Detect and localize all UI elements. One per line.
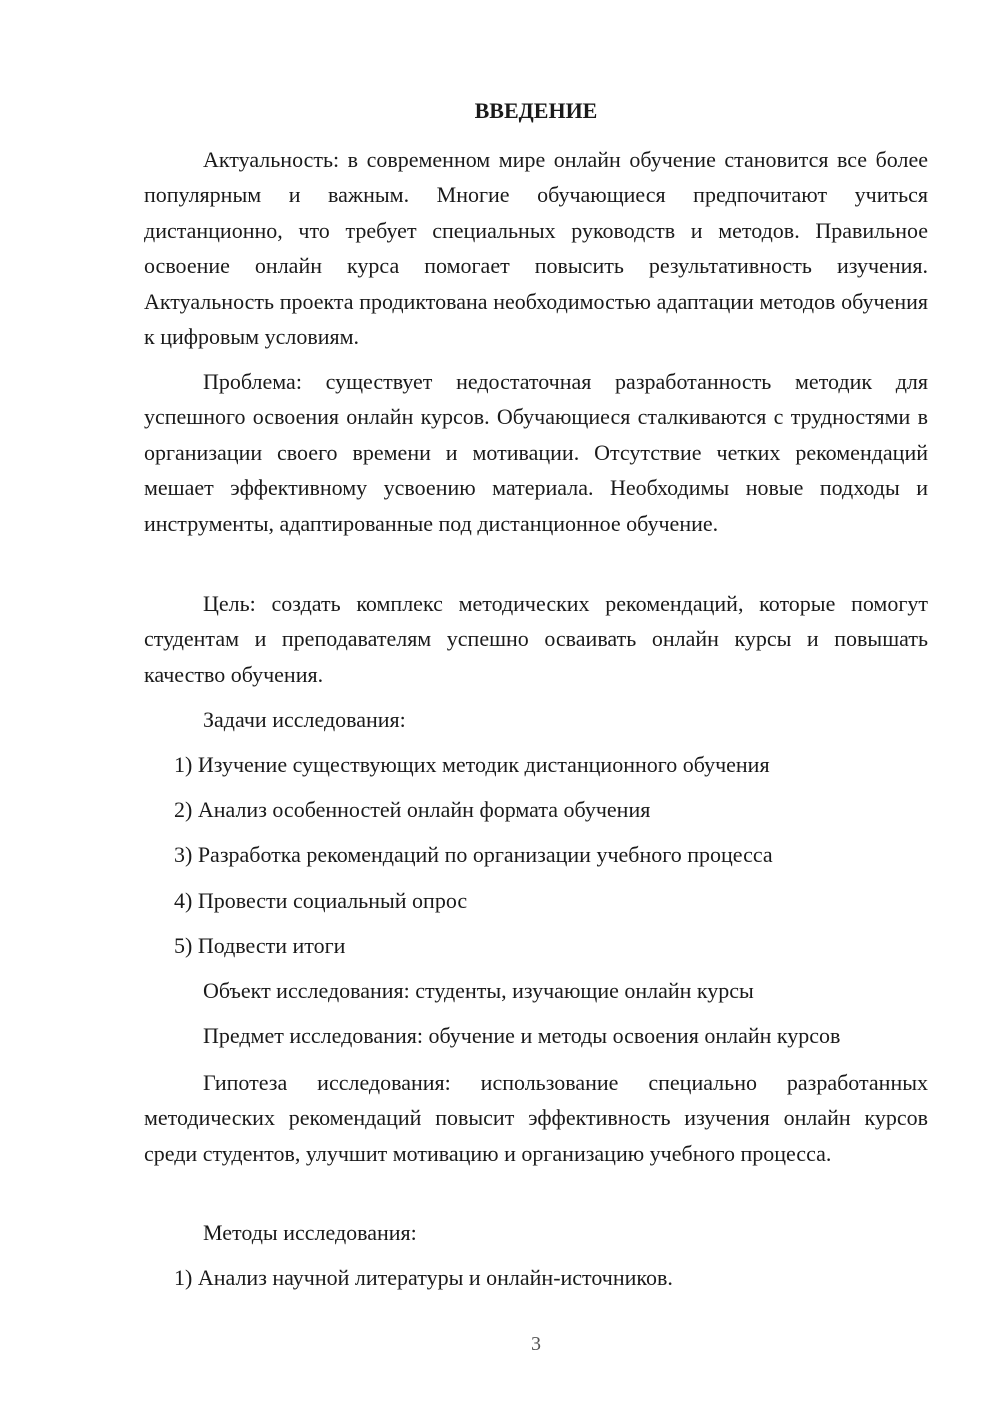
problem-paragraph: Проблема: существует недостаточная разработанность методик для успешного освоения онлайн курсов. Обучающиеся сталкиваются с трудностями в организации своего времени и мотивации. Отсутствие четких рекомендаций мешает эффективному усвоению материала. Необходимы новые подходы и инструменты, адаптированные под дистанционное обучение. — [144, 369, 928, 536]
research-subject: Предмет исследования: обучение и методы освоения онлайн курсов — [203, 1023, 841, 1048]
task-item: 1) Изучение существующих методик дистанционного обучения — [174, 752, 770, 777]
method-item: 1) Анализ научной литературы и онлайн-источников. — [174, 1265, 673, 1290]
task-item: 2) Анализ особенностей онлайн формата обучения — [174, 797, 651, 822]
task-item: 3) Разработка рекомендаций по организации учебного процесса — [174, 842, 773, 867]
page-title: ВВЕДЕНИЕ — [474, 98, 598, 123]
page-number: 3 — [531, 1333, 541, 1355]
task-item: 4) Провести социальный опрос — [174, 888, 468, 913]
task-item: 5) Подвести итоги — [174, 933, 346, 958]
tasks-label: Задачи исследования: — [203, 707, 406, 732]
relevance-paragraph: Актуальность: в современном мире онлайн обучение становится все более популярным и важным. Многие обучающиеся предпочитают учиться дистанционно, что требует специальных руководств и методов. Правильное освоение онлайн курса помогает повысить результативность изучения. Актуальность проекта продиктована необходимостью адаптации методов обучения к цифровым условиям. — [144, 147, 928, 350]
goal-paragraph: Цель: создать комплекс методических рекомендаций, которые помогут студентам и преподавателям успешно осваивать онлайн курсы и повышать качество обучения. — [144, 591, 928, 687]
methods-label: Методы исследования: — [203, 1220, 417, 1245]
hypothesis-paragraph: Гипотеза исследования: использование специально разработанных методических рекомендаций повысит эффективность изучения онлайн курсов среди студентов, улучшит мотивацию и организацию учебного процесса. — [144, 1070, 928, 1166]
research-object: Объект исследования: студенты, изучающие онлайн курсы — [203, 978, 754, 1003]
